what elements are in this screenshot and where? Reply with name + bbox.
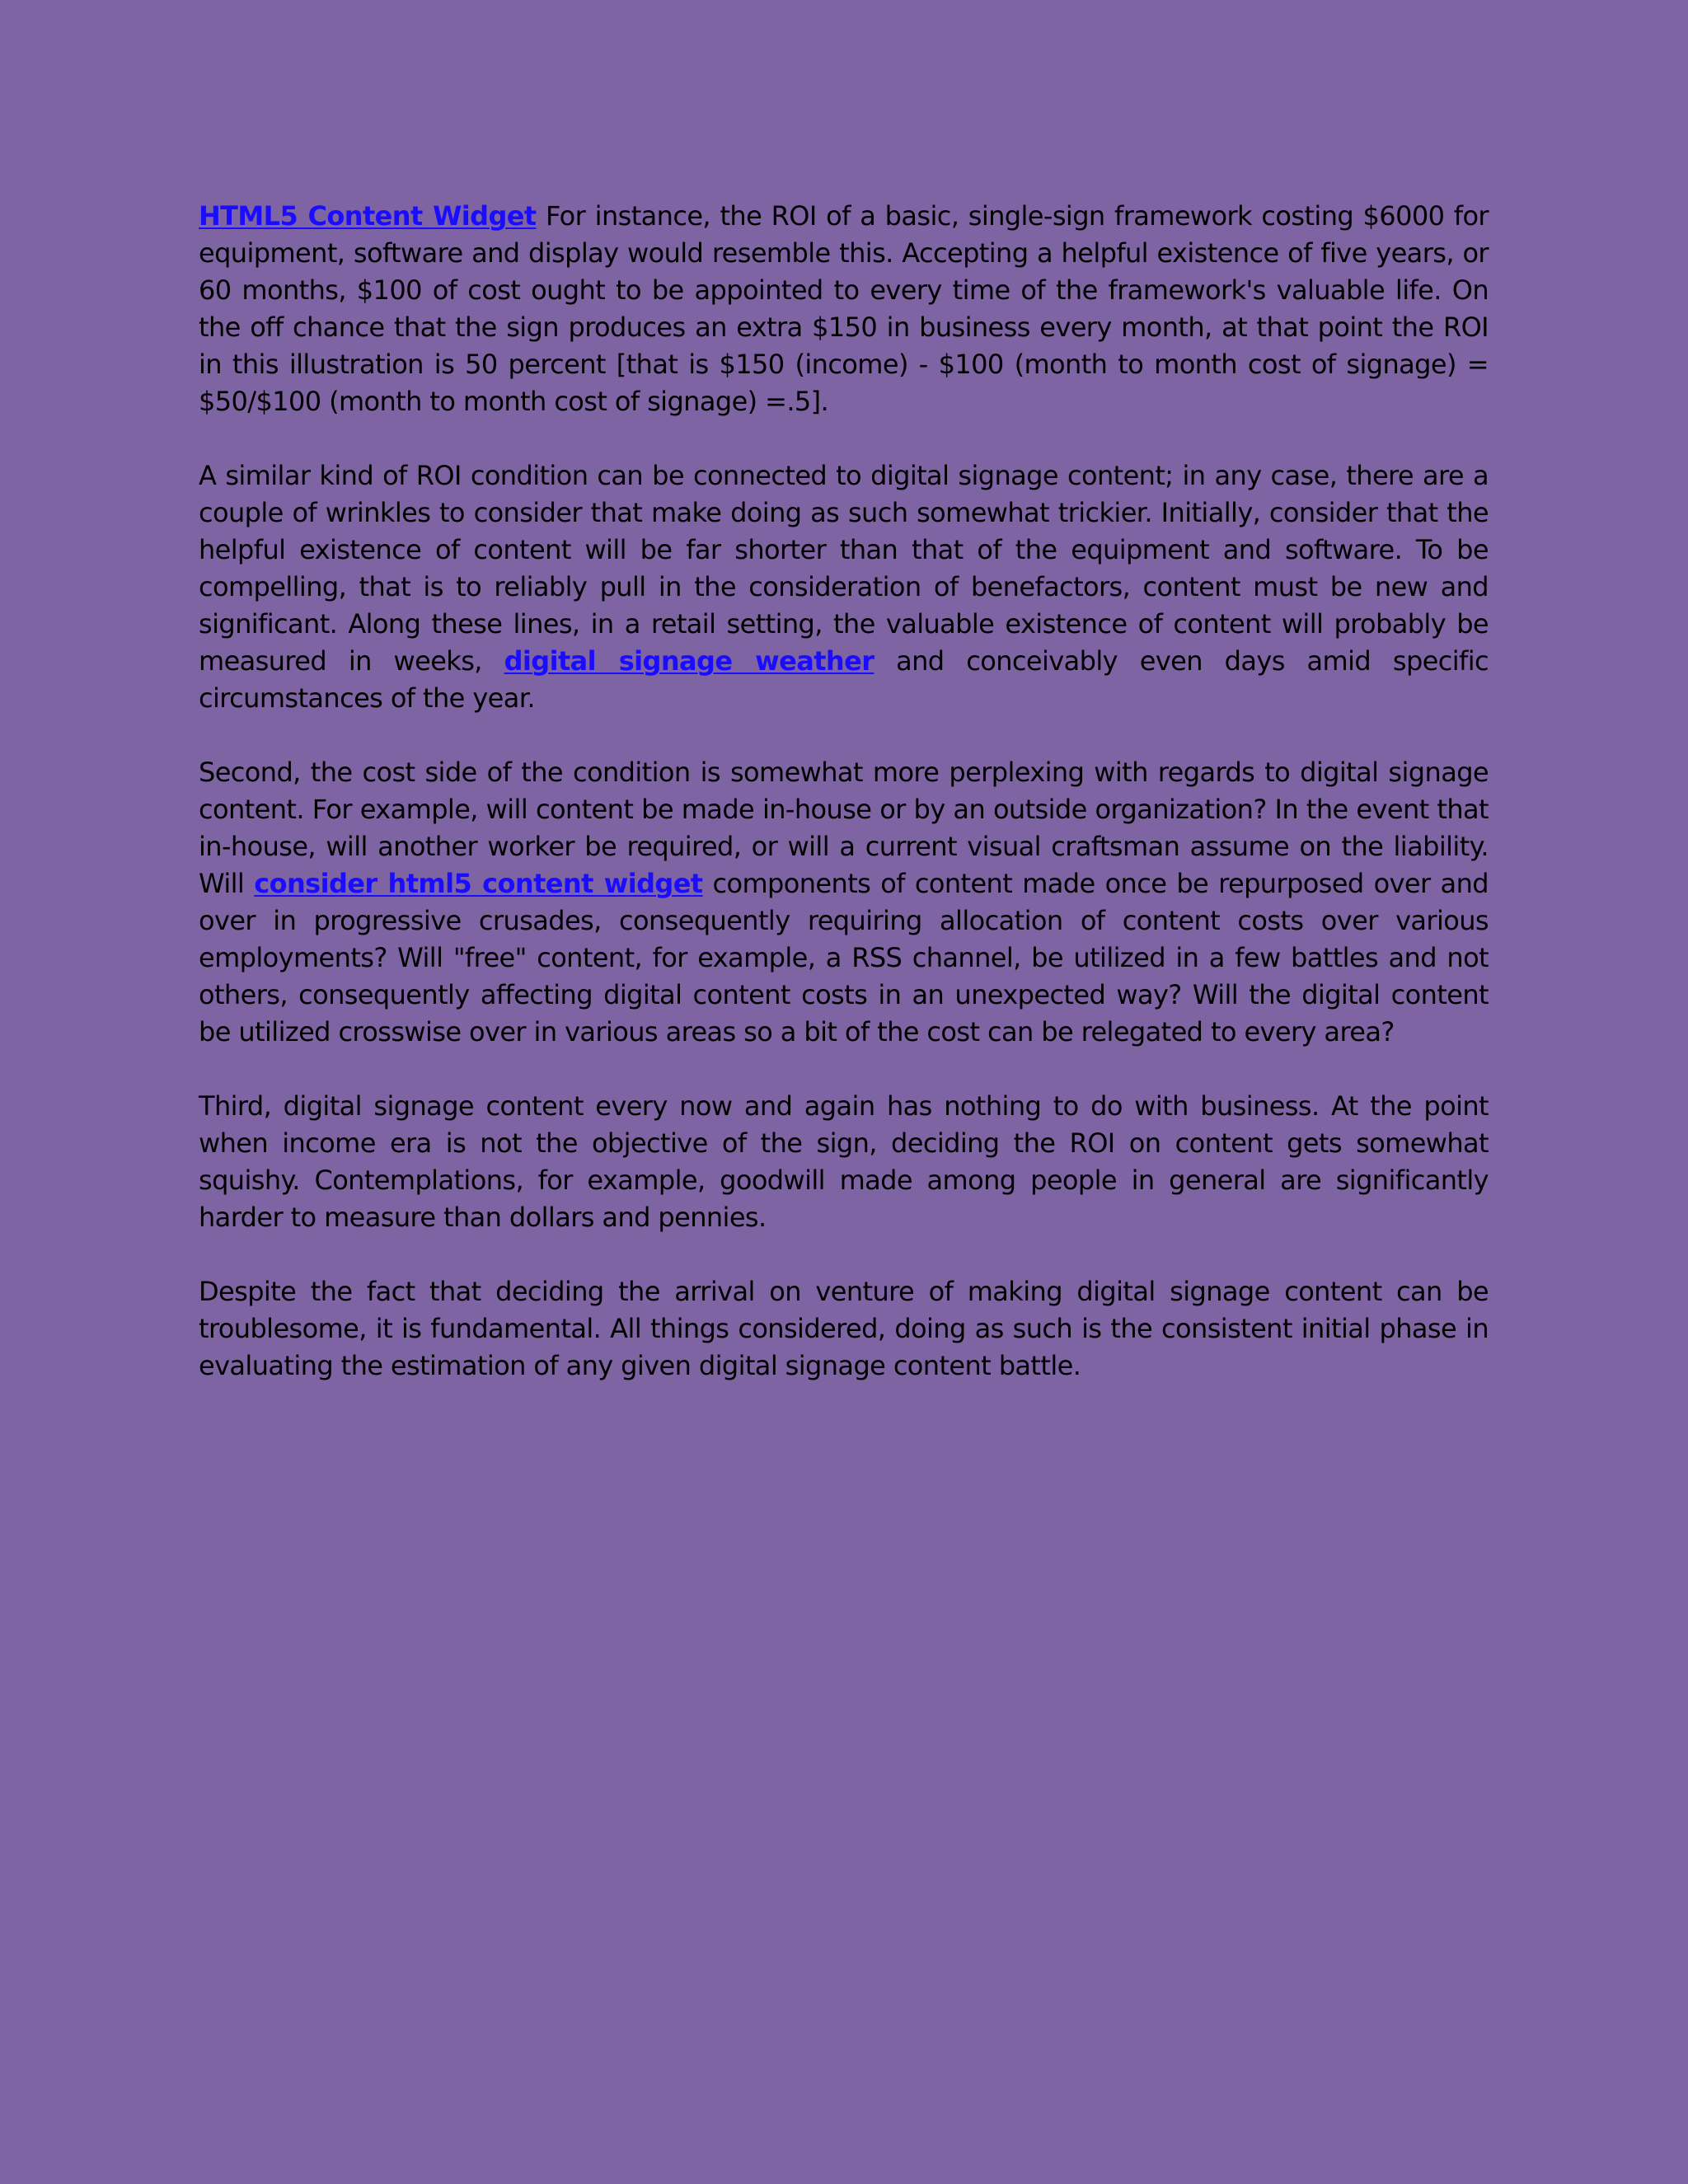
paragraph-1 xyxy=(199,198,1489,420)
document-body xyxy=(199,198,1489,1385)
paragraph-1-text: For instance, the ROI of a basic, single-sign framework costing $6000 for equipment, software and display would resemble this. Accepting a helpful existence of five years, or 60 months, $100 of cost ought to be appointed to every time of the framework's valuable life. On the off chance that the sign produces an extra $150 in business every month, at that point the ROI in this illustration is 50 percent [that is $150 (income) - $100 (month to month cost of signage) = $50/$100 (month to month cost of signage) =.5]. xyxy=(199,200,1489,417)
paragraph-3-text-start: Second, the cost side of the condition is somewhat more perplexing with regards to digital signage content. For example, will content be made in-house or by an outside organization? In the event that in-house, will another worker be required, or will a current visual craftsman assume on the liability. Will xyxy=(199,757,1489,899)
paragraph-2-text-end: and conceivably even days amid specific circumstances of the year. xyxy=(199,645,1489,714)
paragraph-2-text-start: A similar kind of ROI condition can be connected to digital signage content; in any case, there are a couple of wrinkles to consider that make doing as such somewhat trickier. Initially, consider that the helpful existence of content will be far shorter than that of the equipment and software. To be compelling, that is to reliably pull in the consideration of benefactors, content must be new and significant. Along these lines, in a retail setting, the valuable existence of content will probably be measured in weeks, xyxy=(199,460,1489,677)
paragraph-5: Despite the fact that deciding the arrival on venture of making digital signage content can be troublesome, it is fundamental. All things considered, doing as such is the consistent initial phase in evaluating the estimation of any given digital signage content battle. xyxy=(199,1276,1489,1381)
html5-content-widget-link[interactable]: HTML5 Content Widget xyxy=(199,200,537,232)
paragraph-3 xyxy=(199,754,1489,1051)
paragraph-3-text-end: components of content made once be repurposed over and over in progressive crusades, consequently requiring allocation of content costs over various employments? Will "free" content, for example, a RSS channel, be utilized in a few battles and not others, consequently affecting digital content costs in an unexpected way? Will the digital content be utilized crosswise over in various areas so a bit of the cost can be relegated to every area? xyxy=(199,868,1489,1047)
consider-html5-content-widget-link[interactable]: consider html5 content widget xyxy=(254,868,703,899)
paragraph-4: Third, digital signage content every now and again has nothing to do with business. At the point when income era is not the objective of the sign, deciding the ROI on content gets somewhat squishy. Contemplations, for example, goodwill made among people in general are significantly harder to measure than dollars and pennies. xyxy=(199,1090,1489,1233)
digital-signage-weather-link[interactable]: digital signage weather xyxy=(504,645,874,677)
paragraph-2 xyxy=(199,457,1489,717)
